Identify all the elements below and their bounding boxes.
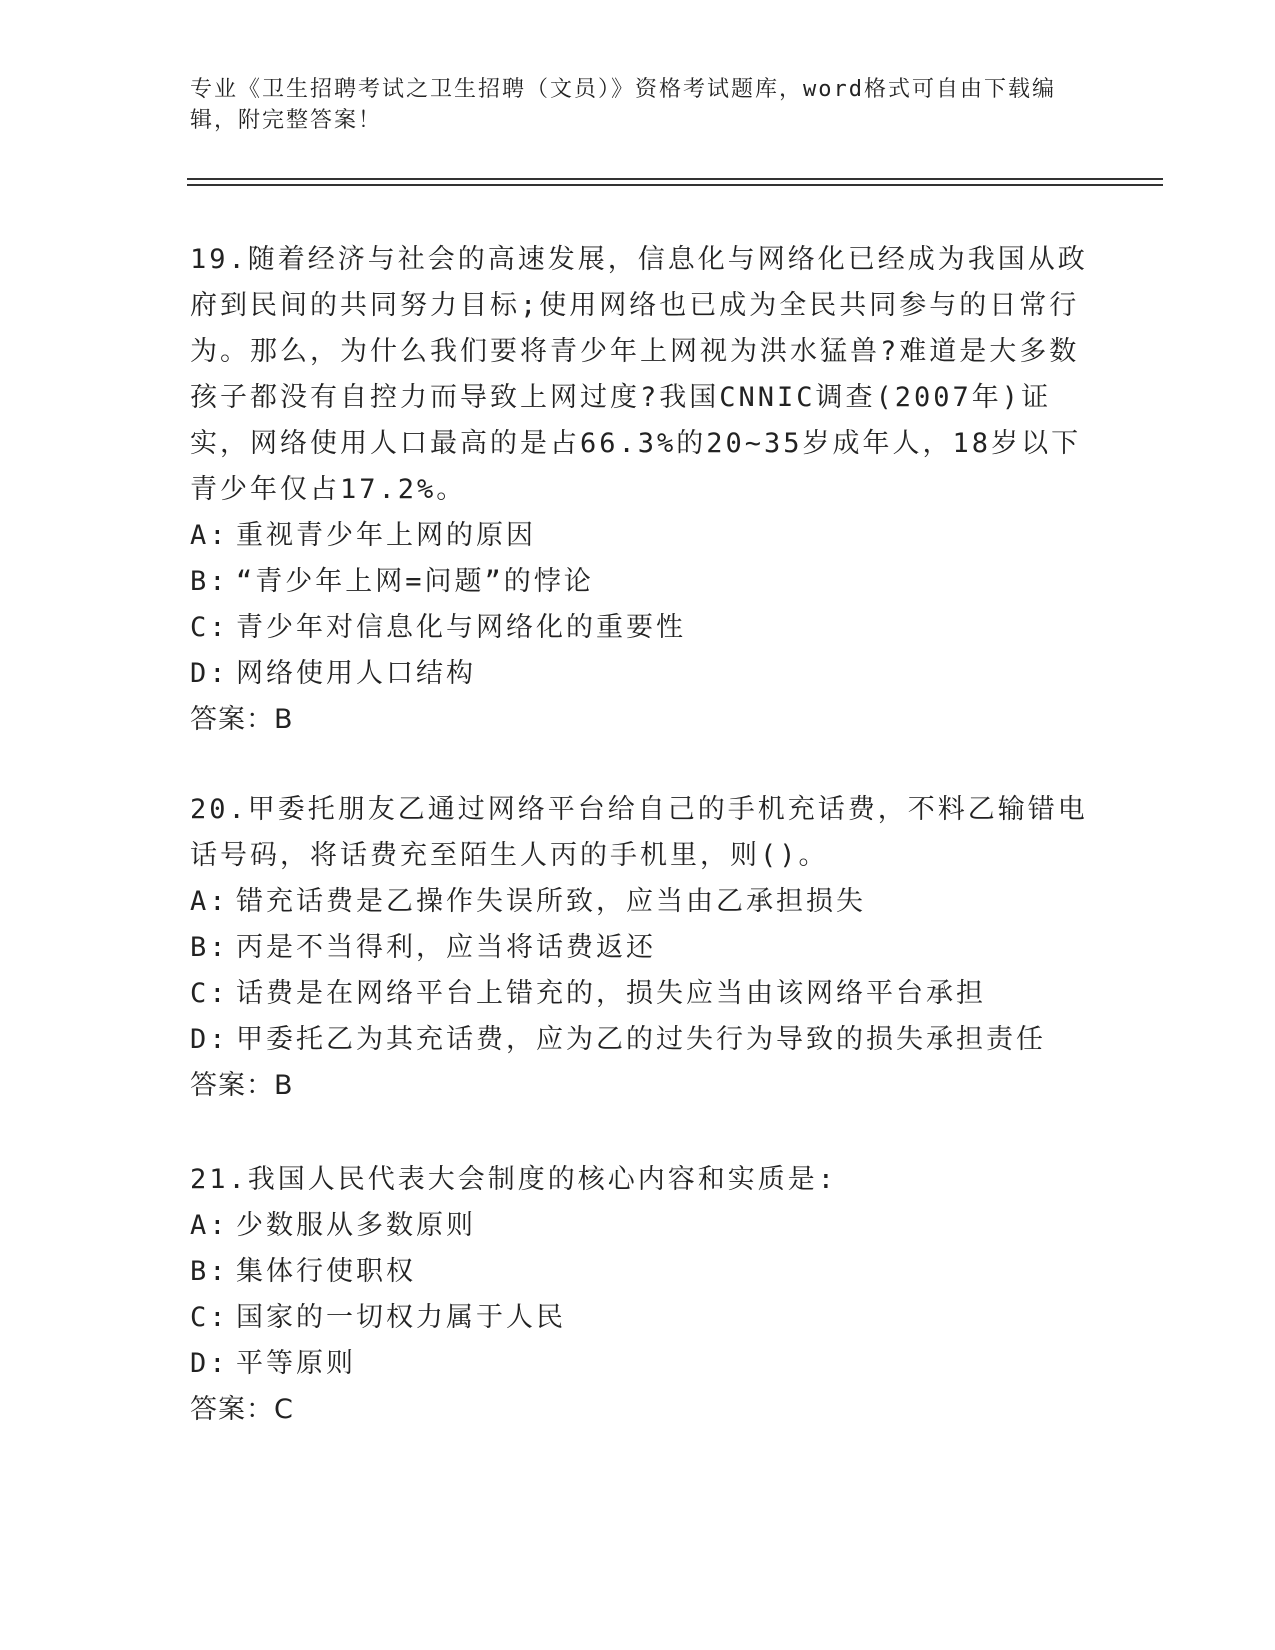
option-label: C: xyxy=(190,1302,229,1333)
question-stem: 19.随着经济与社会的高速发展，信息化与网络化已经成为我国从政府到民间的共同努力目标;使用网络也已成为全民共同参与的日常行为。那么，为什么我们要将青少年上网视为洪水猛兽?难道是大多数孩子都没有自控力而导致上网过度?我国CNNIC调查(2007年)证实，网络使用人口最高的是占66.3%的20~35岁成年人，18岁以下青少年仅占17.2%。 xyxy=(190,244,1088,505)
option-text: 平等原则 xyxy=(236,1348,356,1379)
option-c xyxy=(190,605,1090,651)
option-b xyxy=(190,559,1090,605)
option-text: 集体行使职权 xyxy=(236,1256,416,1287)
option-label: D: xyxy=(190,658,229,689)
option-a xyxy=(190,513,1090,559)
option-text: 甲委托乙为其充话费，应为乙的过失行为导致的损失承担责任 xyxy=(236,1024,1046,1055)
answer-key: 答案：B xyxy=(190,1070,294,1101)
option-c xyxy=(190,1295,1090,1341)
question-19 xyxy=(190,237,1090,743)
option-text: 网络使用人口结构 xyxy=(236,658,476,689)
header-divider-bottom xyxy=(187,184,1163,186)
option-text: 青少年对信息化与网络化的重要性 xyxy=(236,612,686,643)
option-label: D: xyxy=(190,1024,229,1055)
option-label: A: xyxy=(190,1210,229,1241)
question-stem: 21.我国人民代表大会制度的核心内容和实质是: xyxy=(190,1164,838,1195)
question-20 xyxy=(190,787,1090,1109)
question-21 xyxy=(190,1157,1090,1433)
option-d xyxy=(190,1341,1090,1387)
option-label: B: xyxy=(190,1256,229,1287)
option-text: 少数服从多数原则 xyxy=(236,1210,476,1241)
answer-key: 答案：C xyxy=(190,1394,294,1425)
option-c xyxy=(190,971,1090,1017)
option-text: 重视青少年上网的原因 xyxy=(236,520,536,551)
option-text: “青少年上网=问题”的悖论 xyxy=(236,566,594,597)
option-text: 丙是不当得利，应当将话费返还 xyxy=(236,932,656,963)
document-header: 专业《卫生招聘考试之卫生招聘（文员）》资格考试题库，word格式可自由下载编辑，附完整答案！ xyxy=(190,77,1056,133)
option-b xyxy=(190,1249,1090,1295)
option-a xyxy=(190,1203,1090,1249)
option-label: A: xyxy=(190,520,229,551)
option-label: D: xyxy=(190,1348,229,1379)
option-label: B: xyxy=(190,932,229,963)
option-a xyxy=(190,879,1090,925)
option-text: 话费是在网络平台上错充的，损失应当由该网络平台承担 xyxy=(236,978,986,1009)
option-label: C: xyxy=(190,612,229,643)
option-label: B: xyxy=(190,566,229,597)
option-d xyxy=(190,651,1090,697)
option-d xyxy=(190,1017,1090,1063)
header-divider-top xyxy=(187,178,1163,180)
question-stem: 20.甲委托朋友乙通过网络平台给自己的手机充话费，不料乙输错电话号码，将话费充至陌生人丙的手机里，则()。 xyxy=(190,794,1088,871)
option-label: C: xyxy=(190,978,229,1009)
answer-key: 答案：B xyxy=(190,704,294,735)
option-b xyxy=(190,925,1090,971)
option-text: 国家的一切权力属于人民 xyxy=(236,1302,566,1333)
option-text: 错充话费是乙操作失误所致，应当由乙承担损失 xyxy=(236,886,866,917)
option-label: A: xyxy=(190,886,229,917)
